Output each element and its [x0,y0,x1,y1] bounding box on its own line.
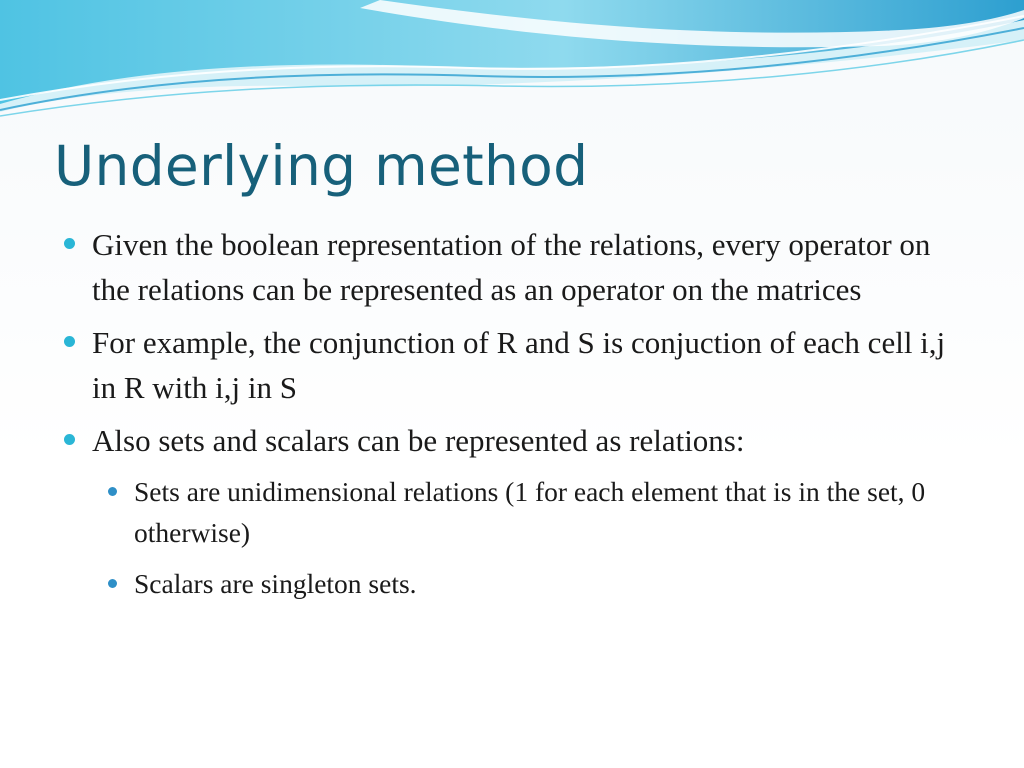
bullet-item [62,222,962,312]
sub-bullet-item [106,471,962,553]
sub-bullet-dot-icon [108,579,117,588]
bullet-dot-icon [64,434,75,445]
bullet-text: Given the boolean representation of the relations, every operator on the relations can be represented as an operator on the matrices [92,227,931,307]
bullet-text: For example, the conjunction of R and S is conjuction of each cell i,j in R with i,j in S [92,325,946,405]
slide-content [62,222,962,614]
bullet-text: Also sets and scalars can be represented as relations: [92,423,745,458]
sub-bullet-dot-icon [108,487,117,496]
header-wave-decoration [0,0,1024,130]
bullet-item [62,418,962,463]
sub-bullet-list [106,471,962,604]
slide-title: Underlying method [54,134,589,198]
sub-bullet-text: Sets are unidimensional relations (1 for each element that is in the set, 0 otherwise) [134,476,926,548]
bullet-dot-icon [64,238,75,249]
bullet-dot-icon [64,336,75,347]
bullet-item [62,320,962,410]
sub-bullet-text: Scalars are singleton sets. [134,568,417,599]
sub-bullet-item [106,563,962,604]
